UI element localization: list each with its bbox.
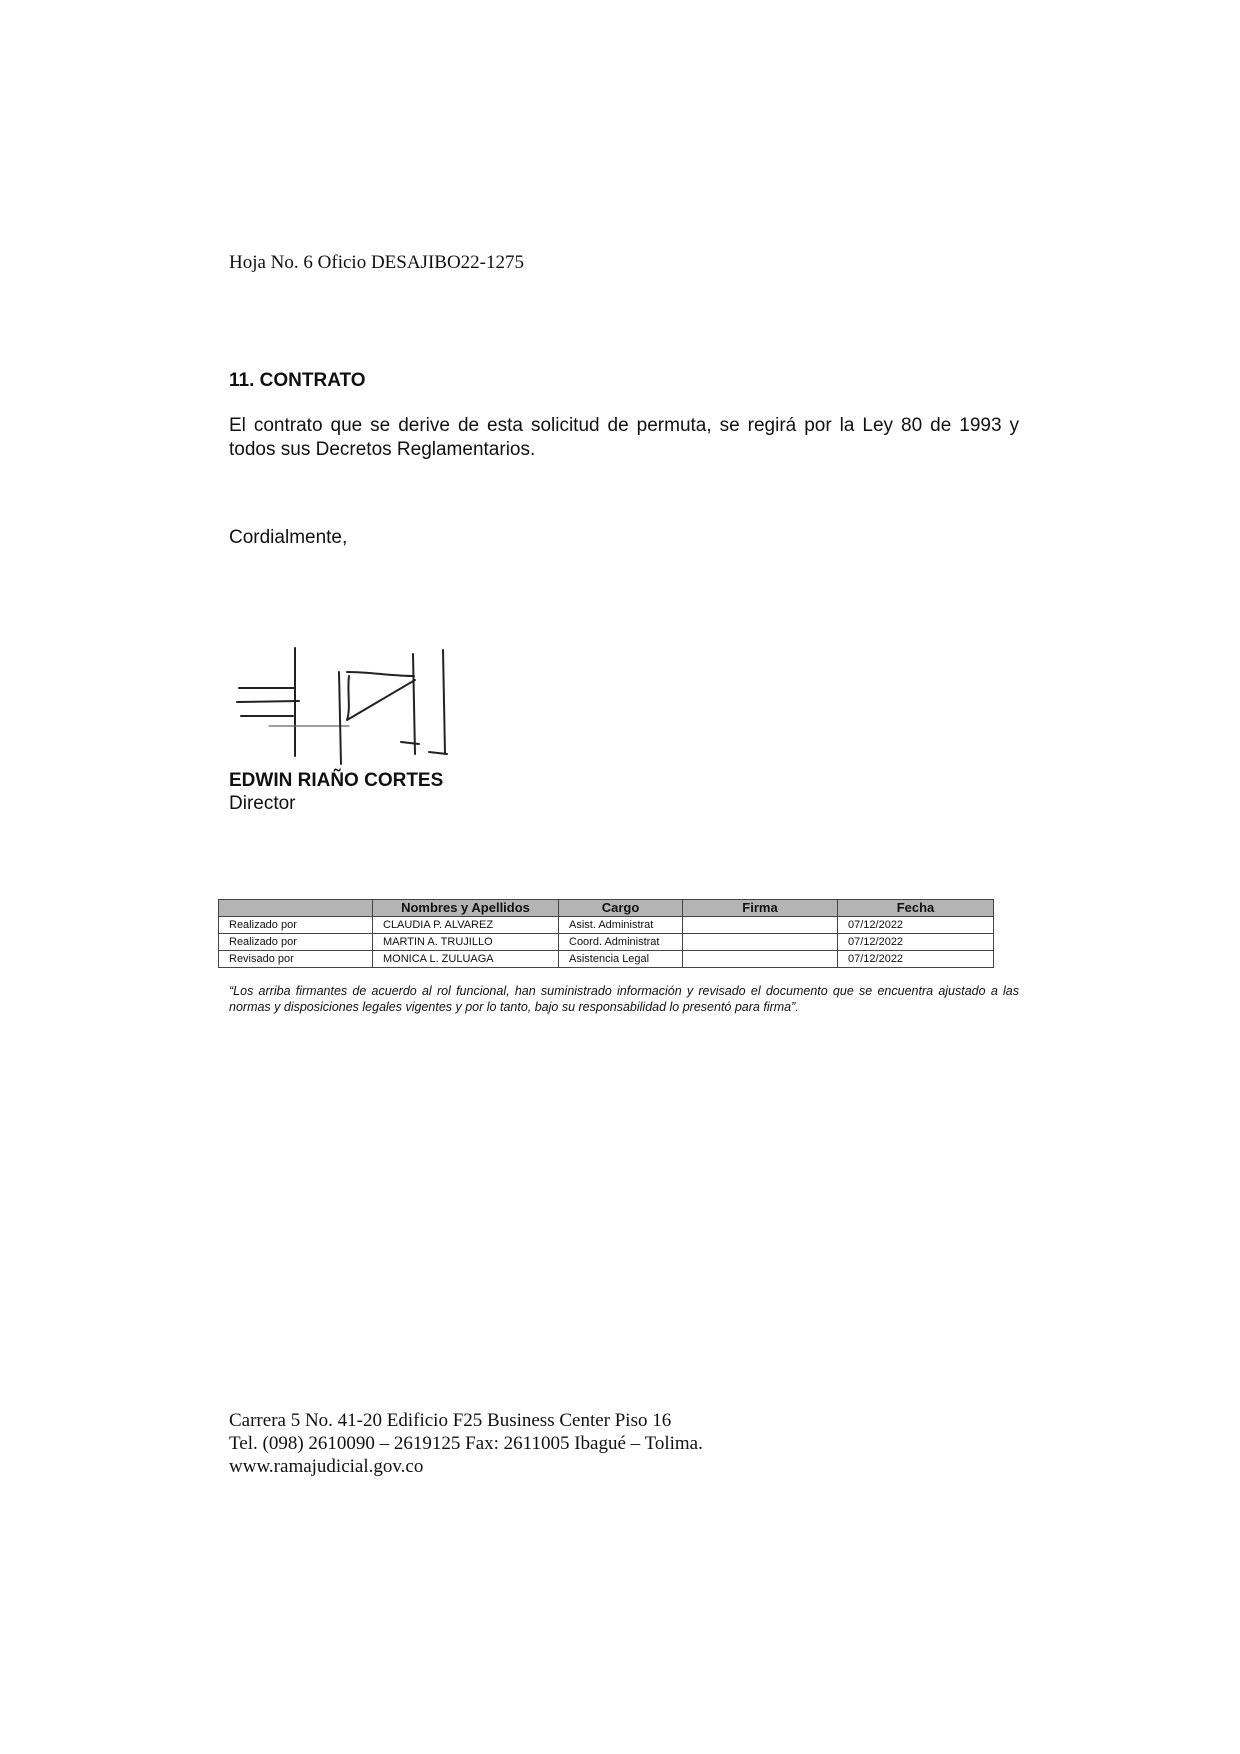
firma-cell xyxy=(683,951,838,968)
signer-name: EDWIN RIAÑO CORTES xyxy=(229,770,444,791)
role-cell: Realizado por xyxy=(219,917,373,934)
role-cell: Realizado por xyxy=(219,934,373,951)
role-cell: Revisado por xyxy=(219,951,373,968)
column-header xyxy=(219,900,373,917)
review-table-header xyxy=(219,900,994,917)
table-row xyxy=(219,917,994,934)
review-table xyxy=(218,899,994,968)
footer-address: Carrera 5 No. 41-20 Edificio F25 Business Center Piso 16 xyxy=(229,1410,672,1431)
footer-website-link[interactable]: www.ramajudicial.gov.co xyxy=(229,1456,424,1477)
signer-title: Director xyxy=(229,793,296,814)
column-header-nombres: Nombres y Apellidos xyxy=(373,900,559,917)
footer-phone: Tel. (098) 2610090 – 2619125 Fax: 2611005 Ibagué – Tolima. xyxy=(229,1433,703,1454)
fecha-cell: 07/12/2022 xyxy=(838,917,994,934)
closing-salutation: Cordialmente, xyxy=(229,527,348,548)
fecha-cell: 07/12/2022 xyxy=(838,934,994,951)
handwritten-signature xyxy=(229,642,475,768)
page-header: Hoja No. 6 Oficio DESAJIBO22-1275 xyxy=(229,252,525,273)
section-body: El contrato que se derive de esta solicitud de permuta, se regirá por la Ley 80 de 1993 y todos sus Decretos Reglamentarios. xyxy=(229,415,1019,460)
name-cell: MONICA L. ZULUAGA xyxy=(373,951,559,968)
column-header-firma: Firma xyxy=(683,900,838,917)
cargo-cell: Coord. Administrat xyxy=(559,934,683,951)
column-header-fecha: Fecha xyxy=(838,900,994,917)
review-disclaimer: “Los arriba firmantes de acuerdo al rol funcional, han suministrado información y revisado el documento que se encuentra ajustado a las normas y disposiciones legales vigentes y por lo tanto, bajo su responsabilidad lo presentó para firma”. xyxy=(229,984,1019,1014)
name-cell: CLAUDIA P. ALVAREZ xyxy=(373,917,559,934)
column-header-cargo: Cargo xyxy=(559,900,683,917)
name-cell: MARTIN A. TRUJILLO xyxy=(373,934,559,951)
table-row xyxy=(219,951,994,968)
section-title: 11. CONTRATO xyxy=(229,370,366,391)
firma-cell xyxy=(683,917,838,934)
table-row xyxy=(219,934,994,951)
fecha-cell: 07/12/2022 xyxy=(838,951,994,968)
cargo-cell: Asistencia Legal xyxy=(559,951,683,968)
firma-cell xyxy=(683,934,838,951)
cargo-cell: Asist. Administrat xyxy=(559,917,683,934)
